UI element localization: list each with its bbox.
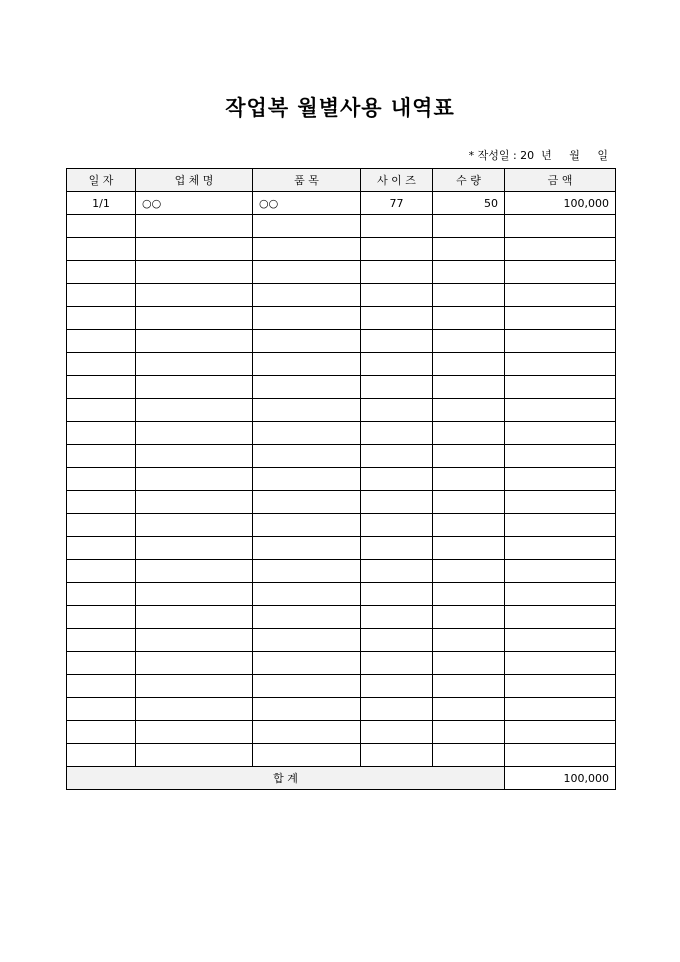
table-row (67, 675, 616, 698)
cell-item (253, 238, 361, 261)
cell-quantity (433, 744, 505, 767)
cell-company (136, 606, 253, 629)
cell-date (67, 744, 136, 767)
table-row (67, 698, 616, 721)
cell-item (253, 721, 361, 744)
cell-quantity: 50 (433, 192, 505, 215)
cell-item (253, 445, 361, 468)
cell-company (136, 399, 253, 422)
table-row (67, 583, 616, 606)
cell-date (67, 675, 136, 698)
cell-company (136, 560, 253, 583)
header-quantity: 수 량 (433, 169, 505, 192)
cell-company (136, 215, 253, 238)
table-row (67, 445, 616, 468)
cell-company (136, 445, 253, 468)
cell-size (361, 307, 433, 330)
cell-date (67, 376, 136, 399)
cell-size (361, 238, 433, 261)
cell-quantity (433, 238, 505, 261)
table-row (67, 606, 616, 629)
cell-date (67, 721, 136, 744)
cell-company (136, 629, 253, 652)
cell-amount (505, 652, 616, 675)
cell-quantity (433, 652, 505, 675)
cell-quantity (433, 583, 505, 606)
cell-item (253, 307, 361, 330)
cell-size (361, 652, 433, 675)
cell-quantity (433, 330, 505, 353)
cell-size (361, 261, 433, 284)
cell-amount (505, 675, 616, 698)
cell-quantity (433, 514, 505, 537)
cell-size (361, 675, 433, 698)
cell-item (253, 399, 361, 422)
cell-company: ○○ (136, 192, 253, 215)
table-row (67, 215, 616, 238)
cell-company (136, 537, 253, 560)
cell-quantity (433, 422, 505, 445)
cell-item: ○○ (253, 192, 361, 215)
table-row (67, 399, 616, 422)
cell-size (361, 698, 433, 721)
cell-quantity (433, 698, 505, 721)
cell-size (361, 353, 433, 376)
cell-company (136, 652, 253, 675)
cell-date (67, 606, 136, 629)
cell-size (361, 583, 433, 606)
cell-amount (505, 537, 616, 560)
cell-size (361, 399, 433, 422)
cell-amount (505, 744, 616, 767)
cell-quantity (433, 376, 505, 399)
header-amount: 금 액 (505, 169, 616, 192)
table-row (67, 353, 616, 376)
cell-size: 77 (361, 192, 433, 215)
cell-item (253, 652, 361, 675)
cell-date (67, 353, 136, 376)
cell-company (136, 261, 253, 284)
cell-date (67, 330, 136, 353)
cell-amount (505, 583, 616, 606)
total-label: 합 계 (67, 767, 505, 790)
table-row (67, 560, 616, 583)
cell-date (67, 399, 136, 422)
cell-date (67, 629, 136, 652)
cell-date (67, 514, 136, 537)
table-row (67, 652, 616, 675)
table-header-row (67, 169, 616, 192)
cell-item (253, 744, 361, 767)
cell-amount (505, 721, 616, 744)
table-row (67, 721, 616, 744)
cell-size (361, 284, 433, 307)
cell-date (67, 445, 136, 468)
cell-amount (505, 468, 616, 491)
total-row (67, 767, 616, 790)
cell-date (67, 422, 136, 445)
cell-item (253, 583, 361, 606)
cell-quantity (433, 560, 505, 583)
cell-quantity (433, 537, 505, 560)
cell-company (136, 721, 253, 744)
cell-size (361, 330, 433, 353)
cell-item (253, 537, 361, 560)
cell-quantity (433, 721, 505, 744)
table-row (67, 238, 616, 261)
cell-item (253, 330, 361, 353)
cell-size (361, 376, 433, 399)
cell-amount (505, 514, 616, 537)
cell-date (67, 560, 136, 583)
cell-company (136, 284, 253, 307)
cell-company (136, 238, 253, 261)
cell-quantity (433, 445, 505, 468)
cell-quantity (433, 284, 505, 307)
cell-amount (505, 560, 616, 583)
cell-company (136, 744, 253, 767)
cell-date (67, 698, 136, 721)
cell-item (253, 560, 361, 583)
header-date: 일 자 (67, 169, 136, 192)
cell-date: 1/1 (67, 192, 136, 215)
table-row (67, 284, 616, 307)
cell-date (67, 261, 136, 284)
cell-amount (505, 399, 616, 422)
cell-amount (505, 261, 616, 284)
cell-quantity (433, 606, 505, 629)
cell-date (67, 491, 136, 514)
cell-company (136, 422, 253, 445)
cell-amount (505, 330, 616, 353)
total-amount: 100,000 (505, 767, 616, 790)
cell-item (253, 261, 361, 284)
cell-date (67, 468, 136, 491)
cell-quantity (433, 491, 505, 514)
table-row (67, 468, 616, 491)
cell-company (136, 307, 253, 330)
table-row (67, 330, 616, 353)
header-size: 사 이 즈 (361, 169, 433, 192)
cell-item (253, 629, 361, 652)
cell-company (136, 675, 253, 698)
table-row (67, 192, 616, 215)
cell-amount (505, 445, 616, 468)
cell-amount (505, 491, 616, 514)
header-company: 업 체 명 (136, 169, 253, 192)
cell-company (136, 491, 253, 514)
table-row (67, 514, 616, 537)
cell-quantity (433, 468, 505, 491)
cell-size (361, 514, 433, 537)
cell-date (67, 284, 136, 307)
cell-size (361, 215, 433, 238)
cell-amount (505, 422, 616, 445)
cell-date (67, 583, 136, 606)
cell-item (253, 376, 361, 399)
cell-company (136, 376, 253, 399)
cell-size (361, 721, 433, 744)
cell-amount (505, 353, 616, 376)
table-row (67, 307, 616, 330)
table-row (67, 261, 616, 284)
cell-item (253, 284, 361, 307)
cell-amount (505, 698, 616, 721)
cell-date (67, 238, 136, 261)
table-row (67, 422, 616, 445)
cell-item (253, 698, 361, 721)
cell-item (253, 215, 361, 238)
cell-date (67, 307, 136, 330)
table-row (67, 376, 616, 399)
usage-table (66, 168, 616, 790)
cell-company (136, 353, 253, 376)
cell-quantity (433, 307, 505, 330)
cell-quantity (433, 261, 505, 284)
page-title: 작업복 월별사용 내역표 (225, 96, 455, 120)
cell-company (136, 468, 253, 491)
header-item: 품 목 (253, 169, 361, 192)
cell-quantity (433, 215, 505, 238)
cell-company (136, 583, 253, 606)
cell-size (361, 445, 433, 468)
cell-amount: 100,000 (505, 192, 616, 215)
cell-amount (505, 307, 616, 330)
cell-amount (505, 376, 616, 399)
created-date-line: * 작성일 : 20 년 월 일 (468, 149, 608, 162)
cell-size (361, 629, 433, 652)
cell-size (361, 560, 433, 583)
cell-quantity (433, 353, 505, 376)
cell-item (253, 422, 361, 445)
table-row (67, 537, 616, 560)
cell-item (253, 353, 361, 376)
cell-item (253, 675, 361, 698)
cell-date (67, 537, 136, 560)
table-row (67, 744, 616, 767)
cell-date (67, 215, 136, 238)
cell-date (67, 652, 136, 675)
cell-company (136, 330, 253, 353)
cell-size (361, 744, 433, 767)
cell-size (361, 606, 433, 629)
cell-size (361, 537, 433, 560)
cell-quantity (433, 629, 505, 652)
cell-quantity (433, 399, 505, 422)
cell-amount (505, 238, 616, 261)
cell-size (361, 422, 433, 445)
cell-amount (505, 629, 616, 652)
cell-quantity (433, 675, 505, 698)
cell-amount (505, 606, 616, 629)
cell-company (136, 698, 253, 721)
table-row (67, 491, 616, 514)
cell-item (253, 514, 361, 537)
cell-amount (505, 215, 616, 238)
cell-amount (505, 284, 616, 307)
cell-size (361, 468, 433, 491)
cell-size (361, 491, 433, 514)
table-row (67, 629, 616, 652)
cell-item (253, 491, 361, 514)
cell-company (136, 514, 253, 537)
cell-item (253, 468, 361, 491)
cell-item (253, 606, 361, 629)
